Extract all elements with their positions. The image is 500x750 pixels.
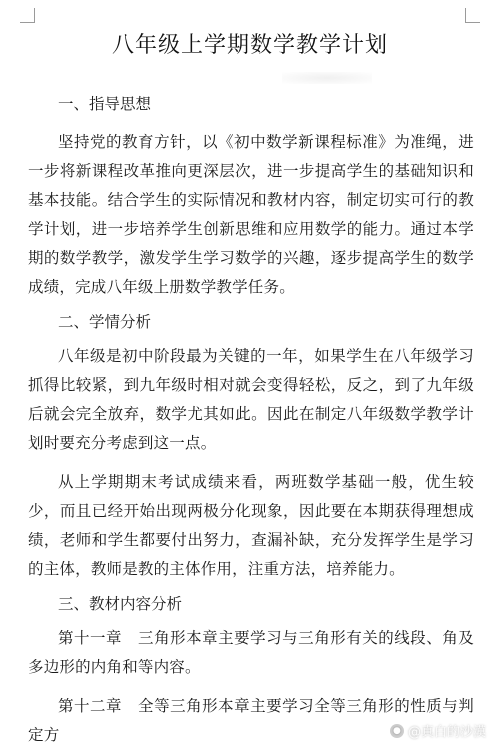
account-logo-icon: ● (390, 724, 404, 738)
paragraph-student-analysis-1: 八年级是初中阶段最为关键的一年，如果学生在八年级学习抓得比较紧，到九年级时相对就会变得轻松，反之，到了九年级后就会完全放弃，数学尤其如此。因此在制定八年级数学教学计划时要充分考虑到这一点。 (28, 347, 474, 452)
page-corner-mark-right (465, 8, 480, 23)
paragraph-student-analysis-2: 从上学期期末考试成绩来看，两班数学基础一般，优生较少，而且已经开始出现两极分化现象，因此要在本期获得理想成绩，老师和学生都要付出努力，查漏补缺，充分发挥学生是学习的主体，教师是教的主体作用，注重方法，培养能力。 (28, 473, 474, 578)
section-heading-guiding-ideology: 一、指导思想 (58, 95, 152, 113)
paragraph-chapter-12: 第十二章 全等三角形本章主要学习全等三角形的性质与判定方 (28, 697, 474, 744)
page-corner-mark-left (20, 8, 35, 23)
paragraph-chapter-11: 第十一章 三角形本章主要学习与三角形有关的线段、角及多边形的内角和等内容。 (28, 629, 474, 676)
watermark-text: @真白的沙漠 (407, 725, 486, 740)
section-heading-textbook-analysis: 三、教材内容分析 (58, 595, 183, 613)
document-body (28, 92, 474, 750)
paragraph-guiding-ideology: 坚持党的教育方针，以《初中数学新课程标准》为准绳，进一步将新课程改革推向更深层次，进一步提高学生的基础知识和基本技能。结合学生的实际情况和教材内容，制定切实可行的教学计划，进一步培养学生创新思维和应用数学的能力。通过本学期的数学教学，激发学生学习数学的兴趣，逐步提高学生的数学成绩，完成八年级上册数学教学任务。 (28, 133, 474, 296)
document-title: 八年级上学期数学教学计划 (111, 33, 388, 58)
source-watermark (390, 721, 486, 740)
smudge-mark (282, 72, 372, 84)
section-heading-student-analysis: 二、学情分析 (58, 313, 152, 331)
